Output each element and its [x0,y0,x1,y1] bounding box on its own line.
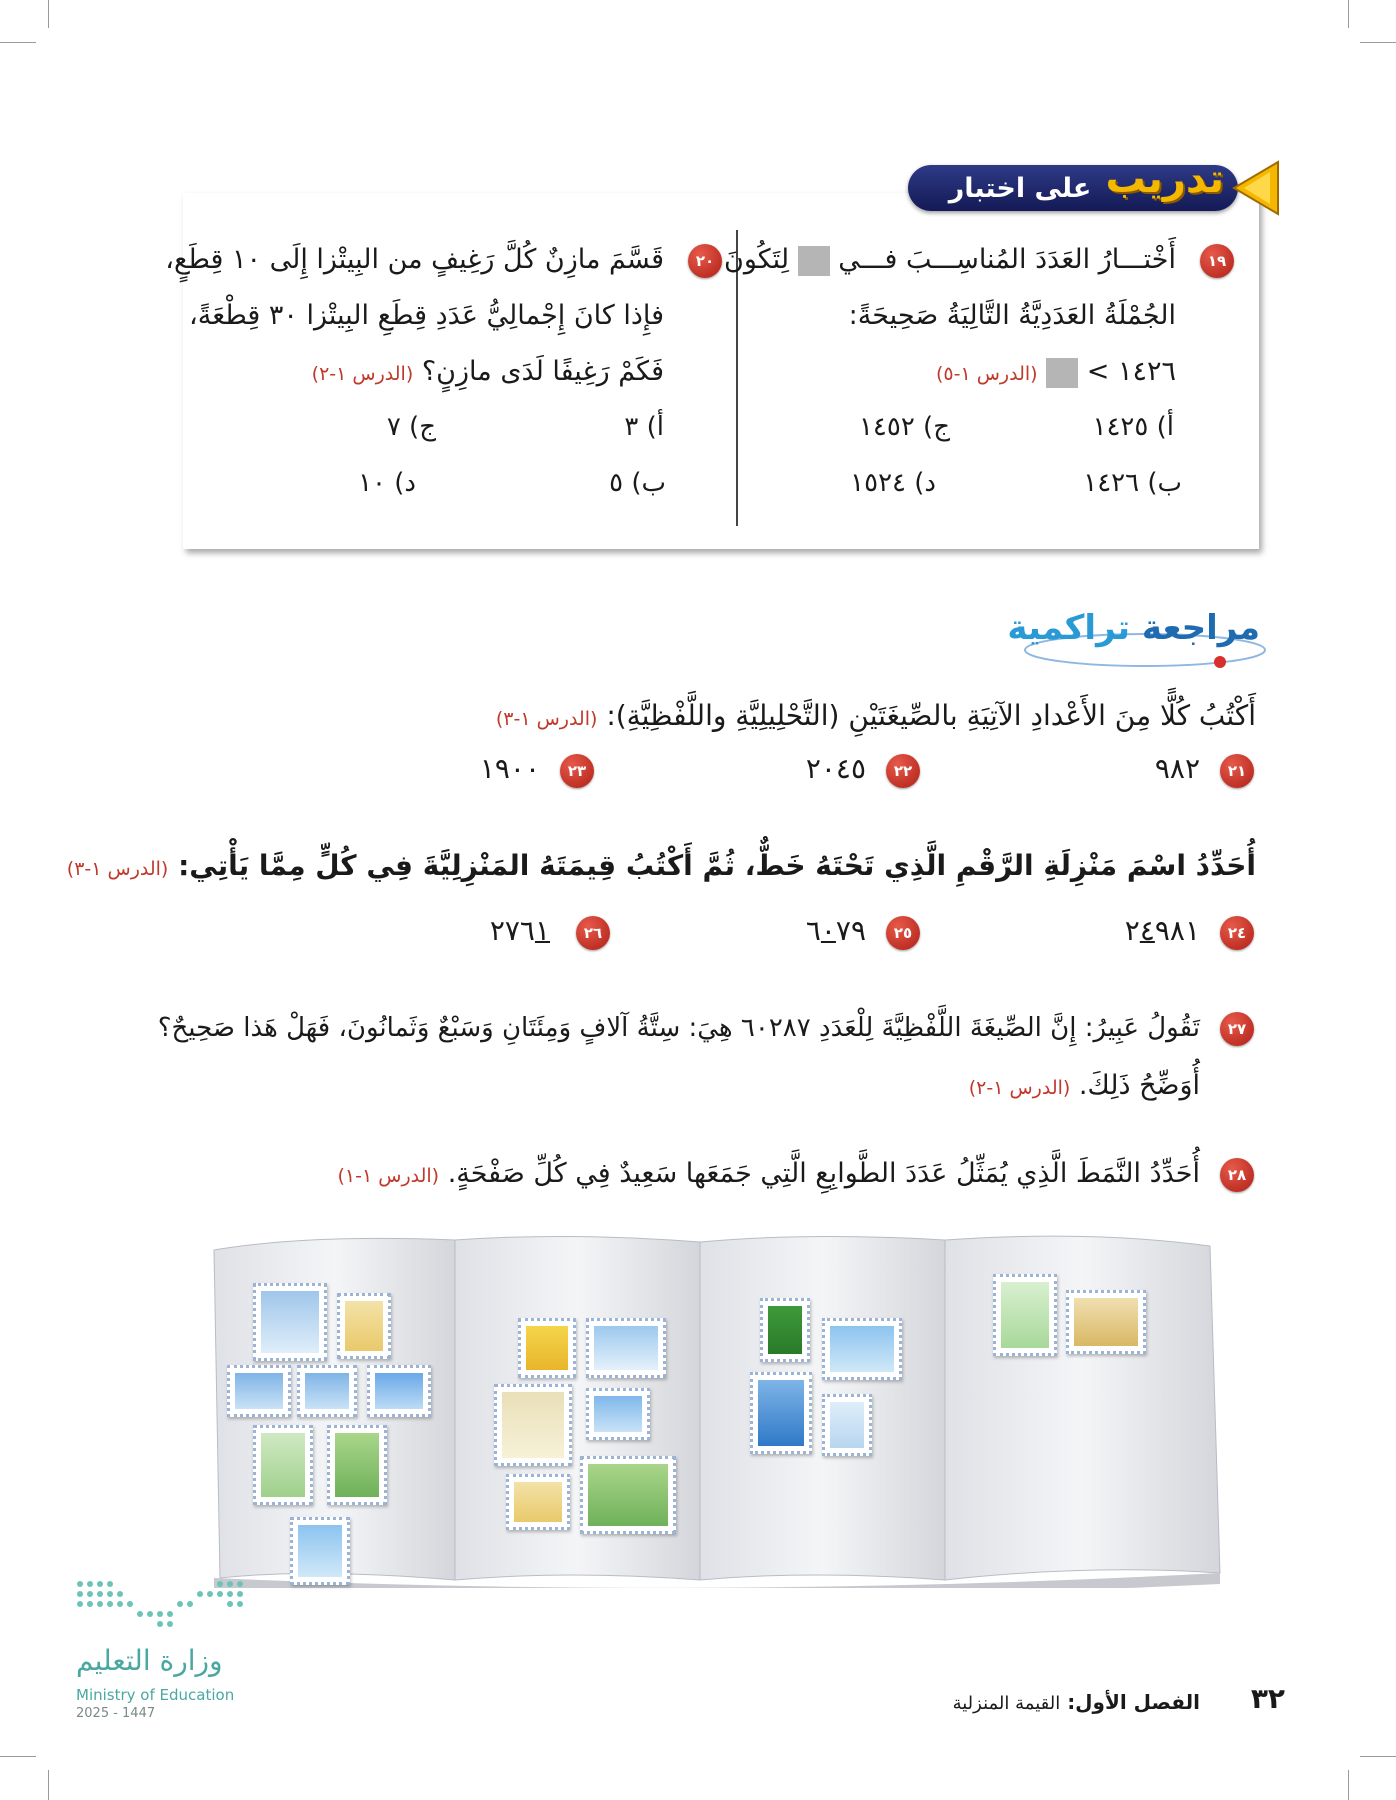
tulip-stamp [253,1283,327,1361]
ship-stamp [822,1318,902,1380]
lesson-ref: (الدرس ١-١) [337,1165,440,1187]
gerbera-stamp [290,1517,350,1585]
q19-line2: الجُمْلَةُ العَدَدِيَّةُ التَّالِيَةُ صَحِيحَةً: [848,300,1176,331]
question-number-20: ٢٠ [688,244,722,278]
ministry-year: 2025 - 1447 [76,1706,156,1721]
digits: ٩٨١ [1154,914,1200,947]
bicycle-stamp [506,1474,570,1530]
lesson-ref: (الدرس ١-٣) [66,858,169,880]
bird-stamp [227,1365,291,1417]
review-section-title [900,608,1260,664]
rose-stamp [253,1425,313,1505]
lesson-ref: (الدرس ١-٢) [311,363,414,385]
q19-option-c[interactable]: ج) ١٤٥٢ [858,412,950,442]
question-number-28: ٢٨ [1220,1158,1254,1192]
daisy-stamp [750,1372,812,1454]
windmill-stamp [1066,1290,1146,1354]
crop-mark [1360,42,1396,43]
digits: ٦ [805,914,821,947]
crop-mark [1348,0,1349,28]
digits: ٢٧٦ [489,914,535,947]
q19-line1-b: لِتَكُونَ [723,244,790,275]
ministry-name-english: Ministry of Education [76,1686,235,1704]
q20-option-b[interactable]: ب) ٥ [609,468,666,498]
q26-value [490,914,550,947]
review-title-word2: تراكمية [1007,608,1130,648]
ferris-wheel-stamp [494,1384,572,1466]
q20-line2: فإِذا كانَ إِجْمالِيُّ عَدَدِ قِطَعِ البِيتْزا ٣٠ قِطْعَةً، [189,300,664,331]
dragonfly-stamp [822,1394,872,1456]
q19-expression [936,352,1176,394]
q28-text [338,1154,1201,1196]
underlined-digit: ٠ [820,914,836,947]
review-title-word1: مراجعة [1141,608,1260,648]
banner-arrow-icon [1230,156,1282,220]
review-instruction-1 [496,696,1256,739]
chapter-label: الفصل الأول: [1067,1690,1200,1714]
insect-stamp [580,1456,676,1534]
instruction-1-text: أَكْتُبُ كُلًّا مِنَ الأَعْدادِ الآتِيَةِ بالصِّيغَتَيْنِ (التَّحْلِيلِيَّةِ واللَّفْظِيَّةِ): [606,699,1256,732]
answer-blank [1046,358,1078,388]
question-number-25: ٢٥ [886,916,920,950]
q25-value [806,914,866,947]
q20-line1: قَسَّمَ مازِنٌ كُلَّ رَغِيفٍ من البِيتْزا إِلَى ١٠ قِطَعٍ، [165,244,664,275]
question-number-22: ٢٢ [886,754,920,788]
crop-mark [48,0,49,28]
instruction-2-text: أُحَدِّدُ اسْمَ مَنْزِلَةِ الرَّقْمِ الَّذِي تَحْتَهُ خَطٌّ، ثُمَّ أَكْتُبُ قِيمَتَهُ المَنْزِلِيَّةَ فِي كُلٍّ مِمَّا يَأْتِي: [178,849,1256,882]
crop-mark [48,1770,49,1800]
iris-stamp [993,1274,1057,1356]
crop-mark [0,42,36,43]
digits: ٧٩ [835,914,866,947]
lesson-ref: (الدرس ١-٣) [495,708,598,730]
lesson-ref: (الدرس ١-٢) [968,1077,1071,1099]
ladybug-stamp [760,1298,810,1362]
question-number-24: ٢٤ [1220,916,1254,950]
q20-option-c[interactable]: ج) ٧ [386,412,436,442]
q24-value [1125,914,1200,947]
underlined-digit: ١ [534,914,550,947]
q20-line3 [312,352,664,394]
q20-option-d[interactable]: د) ١٠ [358,468,416,498]
crop-mark [1348,1770,1349,1800]
airplane-stamp [586,1318,666,1378]
q23-value: ١٩٠٠ [479,752,540,785]
answer-blank [798,246,830,276]
moth-stamp [327,1425,387,1505]
chapter-title [900,1690,1200,1720]
q19-line1-a: أَخْتـــارُ العَدَدَ المُناسِـــبَ فـــي [838,244,1176,275]
q19-expr: ١٤٢٦ > [1086,356,1176,387]
q28-text-body: أُحَدِّدُ النَّمَطَ الَّذِي يُمَثِّلُ عَدَدَ الطَّوابِعِ الَّتِي جَمَعَها سَعِيدٌ فِي كُلِّ صَفْحَةٍ. [447,1158,1200,1189]
q27-line1: تَقُولُ عَبِيرُ: إِنَّ الصِّيغَةَ اللَّفْظِيَّةَ لِلْعَدَدِ ٦٠٢٨٧ هِيَ: سِتَّةُ آلافٍ وَمِئَتَانِ وَسَبْعٌ وَثَمانُونَ، فَهَلْ هَذا صَحِيحٌ؟ [157,1013,1200,1043]
q27-line2-text: أُوَضِّحُ ذَلِكَ. [1078,1070,1200,1101]
question-number-27: ٢٧ [1220,1012,1254,1046]
q22-value: ٢٠٤٥ [805,752,866,785]
practice-banner-title: على اختبار [948,173,1092,204]
butterfly-stamp [518,1318,576,1378]
bridge-stamp [586,1388,650,1440]
crop-mark [0,1756,36,1757]
q20-option-a[interactable]: أ) ٣ [624,412,664,442]
question-number-19: ١٩ [1200,244,1234,278]
ministry-name-arabic: وزارة التعليم [76,1644,223,1677]
q19-option-b[interactable]: ب) ١٤٢٦ [1083,468,1182,498]
ministry-logo-icon [74,1578,249,1638]
page-number: ٣٢ [1250,1682,1285,1715]
question-number-21: ٢١ [1220,754,1254,788]
bird-stamp [297,1365,357,1417]
q21-value: ٩٨٢ [1154,752,1200,785]
crop-mark [1360,1756,1396,1757]
chapter-name: القيمة المنزلية [952,1693,1061,1714]
q27-line2 [969,1066,1200,1108]
question-number-23: ٢٣ [560,754,594,788]
q20-line3-text: فَكَمْ رَغِيفًا لَدَى مازِنٍ؟ [421,356,664,387]
digits: ٢ [1124,914,1140,947]
q19-option-d[interactable]: د) ١٥٢٤ [850,468,936,498]
underlined-digit: ٤ [1139,914,1155,947]
q19-line1 [724,240,1176,280]
lesson-ref: (الدرس ١-٥) [935,363,1038,385]
bird-stamp [367,1365,431,1417]
practice-banner-word: تدريب [1105,156,1224,202]
blue-flower-stamp [337,1293,391,1359]
question-number-26: ٢٦ [576,916,610,950]
q19-option-a[interactable]: أ) ١٤٢٥ [1092,412,1174,442]
review-instruction-2 [67,846,1256,889]
